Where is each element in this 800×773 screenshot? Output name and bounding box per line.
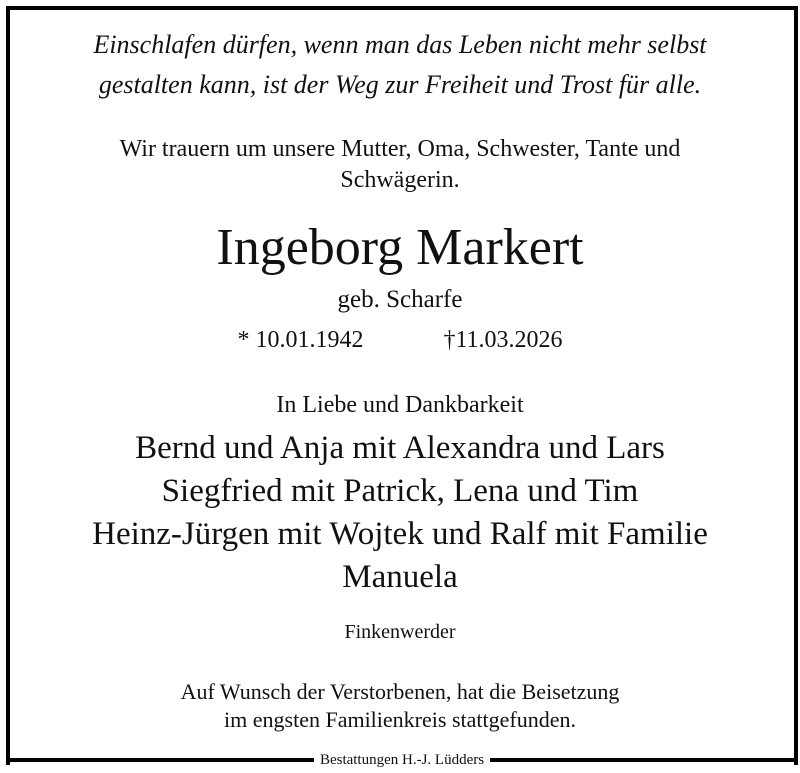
mourner-line: Siegfried mit Patrick, Lena und Tim bbox=[161, 473, 639, 509]
footer-rule-left bbox=[6, 758, 314, 762]
footer-rule-right bbox=[490, 758, 798, 762]
motto-line-2: gestalten kann, ist der Weg zur Freiheit und Trost für alle. bbox=[98, 70, 702, 99]
intro-line-1: Wir trauern um unsere Mutter, Oma, Schwester, Tante und bbox=[119, 136, 681, 162]
birth-name: geb. Scharfe bbox=[337, 286, 463, 313]
notice-border bbox=[6, 6, 798, 765]
mourner-line: Heinz-Jürgen mit Wojtek und Ralf mit Familie bbox=[92, 516, 708, 552]
undertaker-footer bbox=[6, 750, 798, 770]
mourner-line: Bernd und Anja mit Alexandra und Lars bbox=[135, 430, 665, 466]
deceased-name: Ingeborg Markert bbox=[216, 219, 584, 276]
mourners-intro: In Liebe und Dankbarkeit bbox=[276, 392, 524, 418]
burial-notice-line-2: im engsten Familienkreis stattgefunden. bbox=[224, 707, 576, 732]
undertaker-name: Bestattungen H.-J. Lüdders bbox=[319, 751, 485, 768]
life-dates bbox=[0, 327, 800, 354]
place-name: Finkenwerder bbox=[344, 621, 456, 643]
burial-notice-line-1: Auf Wunsch der Verstorbenen, hat die Beisetzung bbox=[180, 679, 620, 704]
motto-line-1: Einschlafen dürfen, wenn man das Leben nicht mehr selbst bbox=[93, 30, 707, 59]
intro-line-2: Schwägerin. bbox=[340, 167, 460, 193]
mourner-line: Manuela bbox=[342, 559, 458, 595]
death-date: †11.03.2026 bbox=[443, 327, 563, 353]
birth-date: * 10.01.1942 bbox=[237, 327, 364, 353]
